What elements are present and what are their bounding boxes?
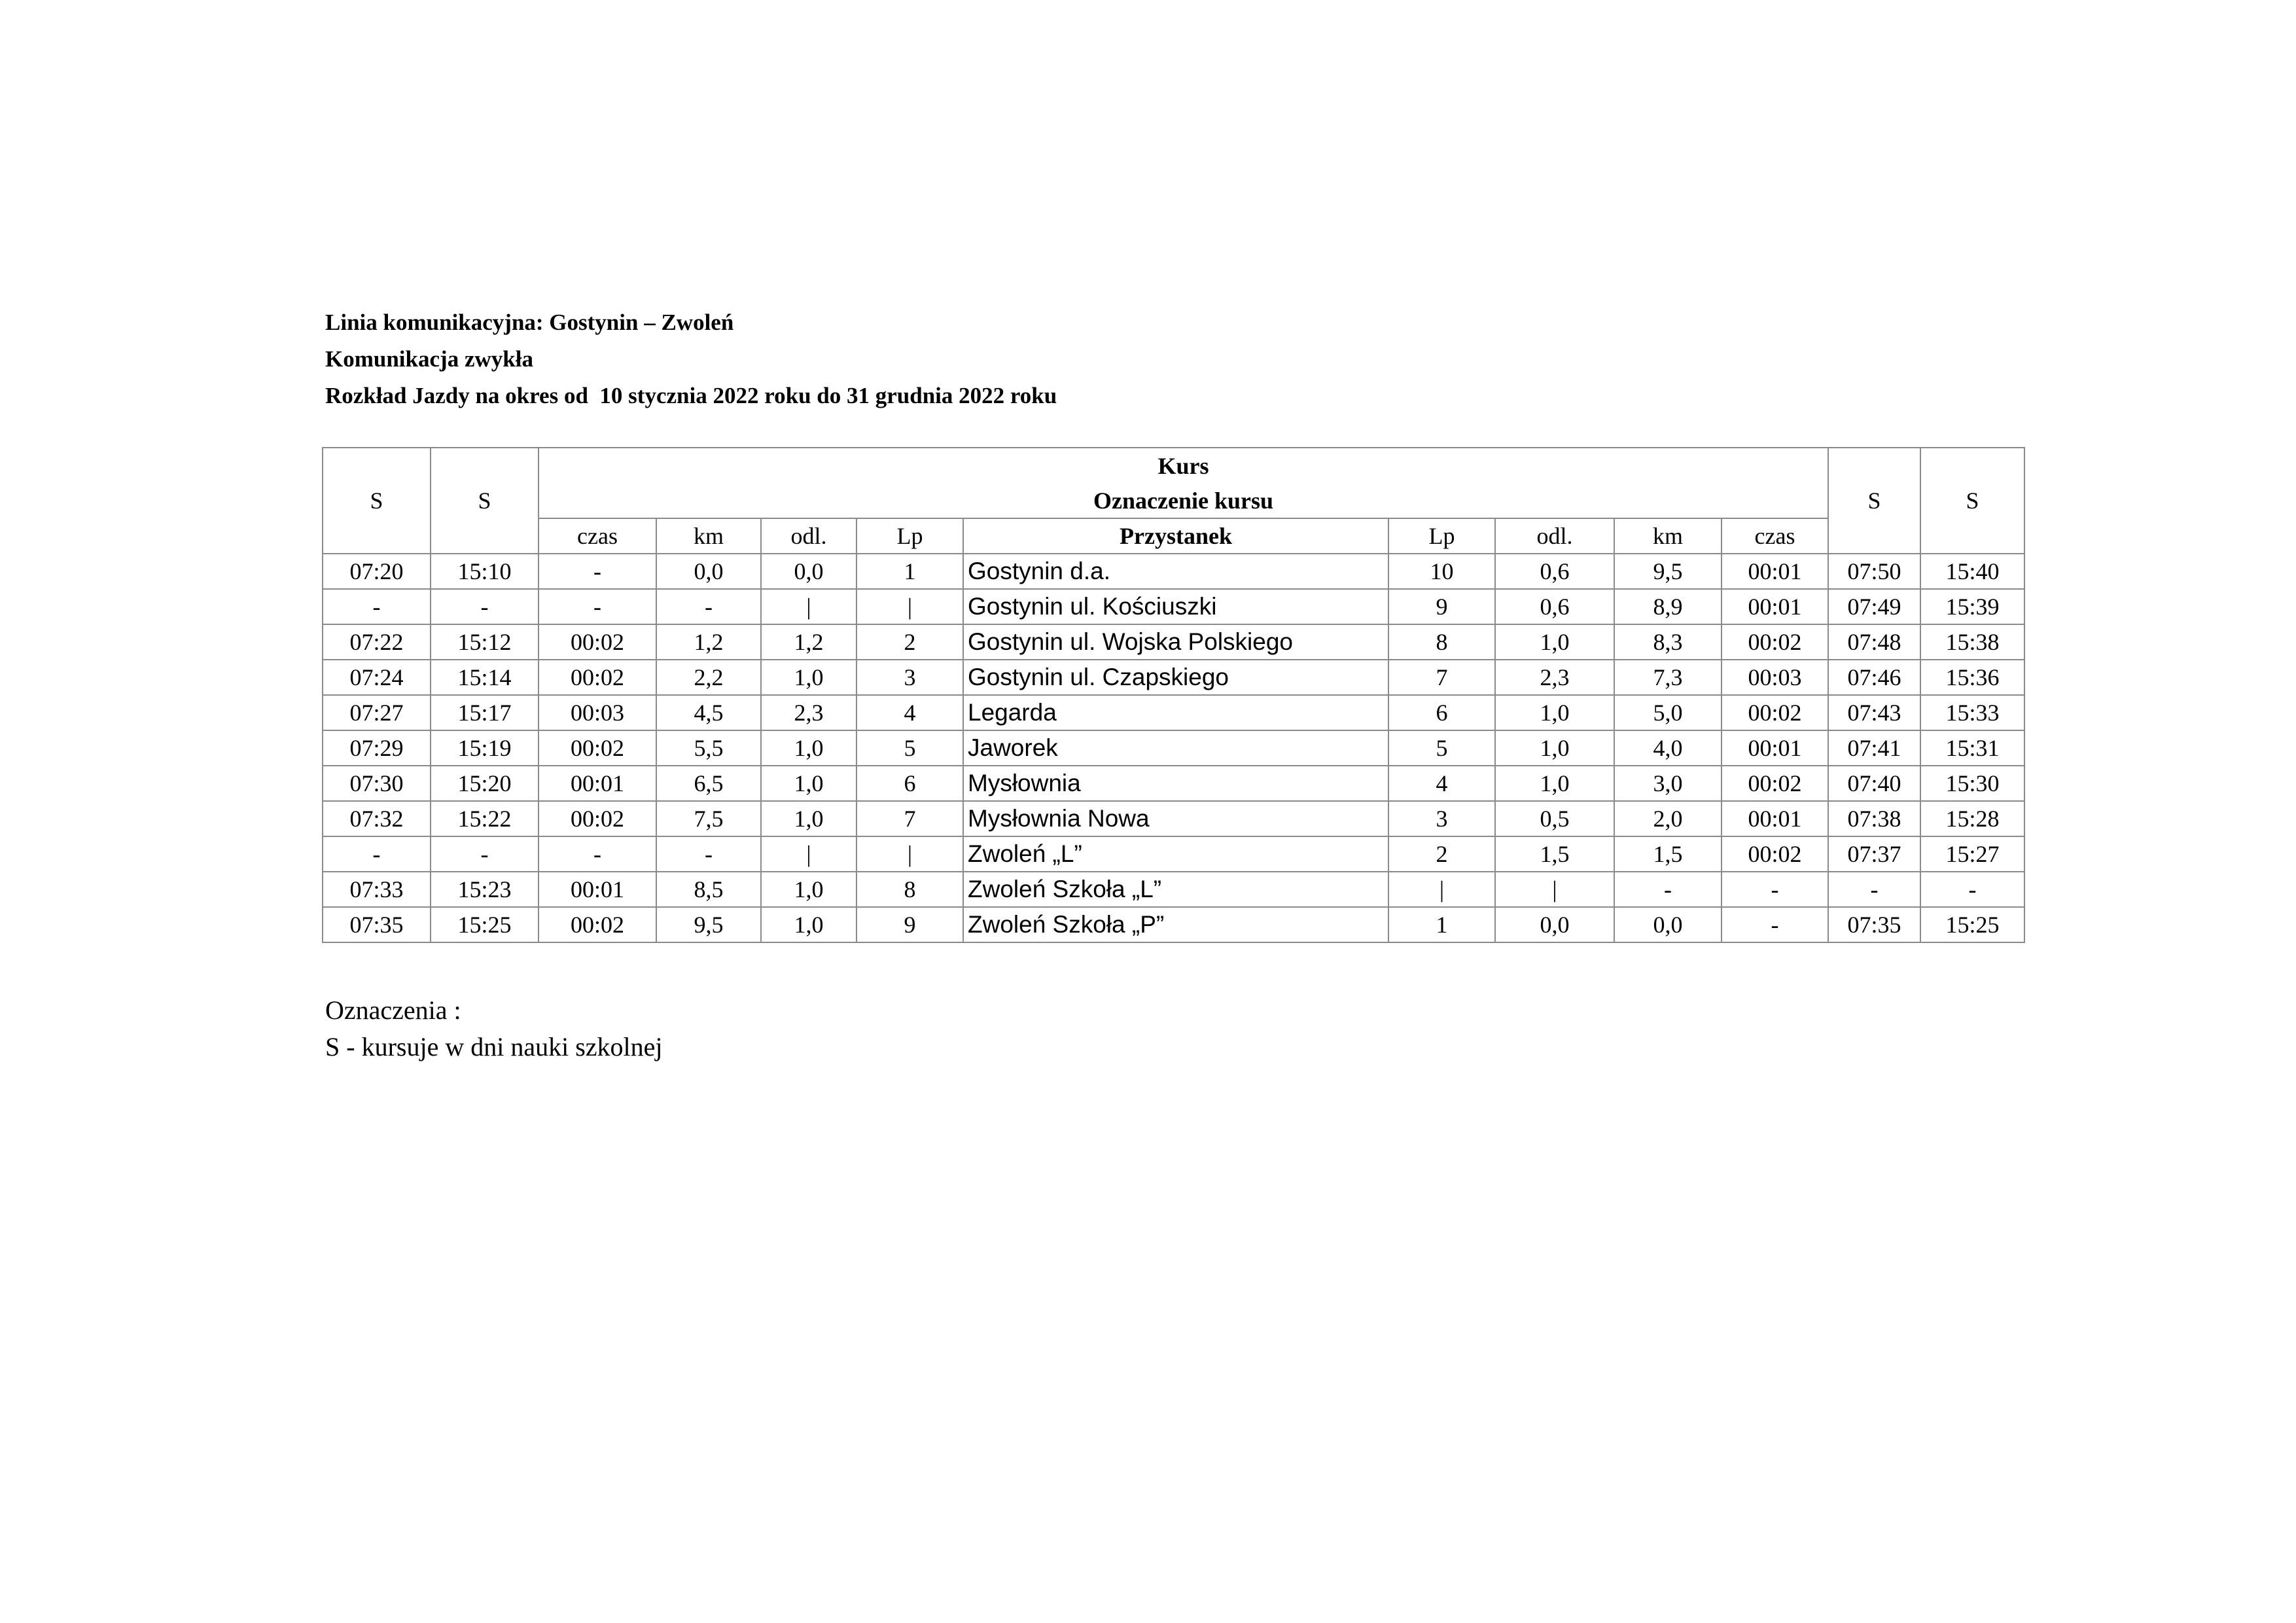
cell-km-out: 7,5 bbox=[656, 801, 761, 836]
cell-czas-out: - bbox=[539, 554, 656, 589]
cell-lp-out: 1 bbox=[857, 554, 963, 589]
cell-arr-s1: 07:35 bbox=[1828, 907, 1920, 942]
col-czas-out: czas bbox=[539, 518, 656, 554]
cell-dep-s1: - bbox=[323, 836, 431, 872]
cell-km-out: - bbox=[656, 589, 761, 624]
table-row bbox=[323, 872, 2024, 907]
col-czas-return: czas bbox=[1722, 518, 1828, 554]
col-odl-out: odl. bbox=[761, 518, 857, 554]
cell-dep-s2: 15:10 bbox=[431, 554, 539, 589]
cell-arr-s2: 15:27 bbox=[1920, 836, 2024, 872]
course-designation-header: Oznaczenie kursu bbox=[539, 483, 1828, 518]
cell-dep-s2: 15:25 bbox=[431, 907, 539, 942]
table-row bbox=[323, 695, 2024, 730]
cell-czas-out: 00:02 bbox=[539, 660, 656, 695]
cell-odl-return: 1,0 bbox=[1495, 624, 1614, 660]
cell-odl-return: 0,6 bbox=[1495, 554, 1614, 589]
cell-arr-s2: 15:36 bbox=[1920, 660, 2024, 695]
cell-odl-return: | bbox=[1495, 872, 1614, 907]
col-odl-return: odl. bbox=[1495, 518, 1614, 554]
cell-lp-return: 4 bbox=[1388, 766, 1495, 801]
right-s-header-1: S bbox=[1828, 448, 1920, 554]
cell-arr-s2: 15:25 bbox=[1920, 907, 2024, 942]
cell-czas-return: 00:02 bbox=[1722, 766, 1828, 801]
cell-czas-return: - bbox=[1722, 907, 1828, 942]
cell-arr-s2: 15:33 bbox=[1920, 695, 2024, 730]
cell-stop-name: Jaworek bbox=[963, 730, 1388, 766]
cell-arr-s1: 07:46 bbox=[1828, 660, 1920, 695]
cell-arr-s2: 15:30 bbox=[1920, 766, 2024, 801]
cell-arr-s2: - bbox=[1920, 872, 2024, 907]
cell-lp-out: | bbox=[857, 836, 963, 872]
cell-odl-out: 1,0 bbox=[761, 872, 857, 907]
cell-czas-return: 00:03 bbox=[1722, 660, 1828, 695]
cell-czas-out: 00:03 bbox=[539, 695, 656, 730]
cell-arr-s1: 07:40 bbox=[1828, 766, 1920, 801]
cell-lp-out: 6 bbox=[857, 766, 963, 801]
col-lp-out: Lp bbox=[857, 518, 963, 554]
cell-dep-s2: 15:22 bbox=[431, 801, 539, 836]
cell-odl-return: 2,3 bbox=[1495, 660, 1614, 695]
cell-odl-out: 1,0 bbox=[761, 801, 857, 836]
col-stop: Przystanek bbox=[963, 518, 1388, 554]
cell-odl-out: 0,0 bbox=[761, 554, 857, 589]
cell-km-return: 8,3 bbox=[1614, 624, 1722, 660]
cell-odl-out: 1,0 bbox=[761, 660, 857, 695]
cell-lp-return: 8 bbox=[1388, 624, 1495, 660]
cell-km-out: 8,5 bbox=[656, 872, 761, 907]
cell-stop-name: Legarda bbox=[963, 695, 1388, 730]
cell-dep-s1: 07:22 bbox=[323, 624, 431, 660]
cell-dep-s2: 15:17 bbox=[431, 695, 539, 730]
cell-dep-s1: 07:20 bbox=[323, 554, 431, 589]
col-km-out: km bbox=[656, 518, 761, 554]
cell-km-out: 6,5 bbox=[656, 766, 761, 801]
cell-czas-out: - bbox=[539, 836, 656, 872]
document-header bbox=[325, 304, 1057, 414]
cell-km-return: 5,0 bbox=[1614, 695, 1722, 730]
cell-arr-s1: 07:48 bbox=[1828, 624, 1920, 660]
cell-arr-s2: 15:28 bbox=[1920, 801, 2024, 836]
cell-arr-s1: 07:43 bbox=[1828, 695, 1920, 730]
cell-km-out: 5,5 bbox=[656, 730, 761, 766]
cell-dep-s2: 15:23 bbox=[431, 872, 539, 907]
cell-lp-out: 9 bbox=[857, 907, 963, 942]
cell-dep-s2: 15:19 bbox=[431, 730, 539, 766]
cell-stop-name: Zwoleń Szkoła „P” bbox=[963, 907, 1388, 942]
cell-arr-s2: 15:40 bbox=[1920, 554, 2024, 589]
cell-odl-return: 1,0 bbox=[1495, 730, 1614, 766]
cell-lp-out: 2 bbox=[857, 624, 963, 660]
table-row bbox=[323, 730, 2024, 766]
cell-czas-out: 00:02 bbox=[539, 907, 656, 942]
cell-dep-s2: 15:12 bbox=[431, 624, 539, 660]
cell-arr-s1: 07:41 bbox=[1828, 730, 1920, 766]
legend-item: S - kursuje w dni nauki szkolnej bbox=[325, 1032, 663, 1061]
table-row bbox=[323, 624, 2024, 660]
col-km-return: km bbox=[1614, 518, 1722, 554]
cell-lp-out: 5 bbox=[857, 730, 963, 766]
cell-lp-out: 8 bbox=[857, 872, 963, 907]
cell-dep-s1: - bbox=[323, 589, 431, 624]
cell-km-return: 1,5 bbox=[1614, 836, 1722, 872]
cell-km-return: 7,3 bbox=[1614, 660, 1722, 695]
cell-km-out: - bbox=[656, 836, 761, 872]
cell-czas-return: 00:01 bbox=[1722, 554, 1828, 589]
cell-odl-out: | bbox=[761, 836, 857, 872]
cell-lp-return: 3 bbox=[1388, 801, 1495, 836]
cell-odl-out: 1,0 bbox=[761, 730, 857, 766]
cell-lp-return: 10 bbox=[1388, 554, 1495, 589]
table-row bbox=[323, 589, 2024, 624]
right-s-header-2: S bbox=[1920, 448, 2024, 554]
cell-arr-s2: 15:38 bbox=[1920, 624, 2024, 660]
cell-lp-return: 9 bbox=[1388, 589, 1495, 624]
cell-lp-return: 7 bbox=[1388, 660, 1495, 695]
cell-stop-name: Mysłownia Nowa bbox=[963, 801, 1388, 836]
cell-dep-s1: 07:30 bbox=[323, 766, 431, 801]
cell-km-out: 2,2 bbox=[656, 660, 761, 695]
cell-odl-return: 1,5 bbox=[1495, 836, 1614, 872]
cell-stop-name: Gostynin ul. Kościuszki bbox=[963, 589, 1388, 624]
cell-dep-s1: 07:33 bbox=[323, 872, 431, 907]
cell-lp-return: 6 bbox=[1388, 695, 1495, 730]
cell-arr-s2: 15:31 bbox=[1920, 730, 2024, 766]
cell-arr-s1: 07:50 bbox=[1828, 554, 1920, 589]
timetable bbox=[322, 447, 2025, 943]
kurs-header: Kurs bbox=[539, 448, 1828, 483]
line-title: Linia komunikacyjna: Gostynin – Zwoleń bbox=[325, 310, 734, 335]
cell-czas-return: - bbox=[1722, 872, 1828, 907]
cell-dep-s2: 15:14 bbox=[431, 660, 539, 695]
cell-km-out: 9,5 bbox=[656, 907, 761, 942]
cell-km-return: 4,0 bbox=[1614, 730, 1722, 766]
cell-odl-return: 0,0 bbox=[1495, 907, 1614, 942]
cell-km-out: 4,5 bbox=[656, 695, 761, 730]
cell-odl-out: | bbox=[761, 589, 857, 624]
cell-km-return: 2,0 bbox=[1614, 801, 1722, 836]
cell-km-return: 0,0 bbox=[1614, 907, 1722, 942]
cell-odl-out: 1,0 bbox=[761, 766, 857, 801]
cell-km-out: 1,2 bbox=[656, 624, 761, 660]
cell-lp-return: | bbox=[1388, 872, 1495, 907]
cell-dep-s1: 07:24 bbox=[323, 660, 431, 695]
cell-czas-return: 00:02 bbox=[1722, 624, 1828, 660]
cell-stop-name: Gostynin d.a. bbox=[963, 554, 1388, 589]
cell-arr-s1: 07:37 bbox=[1828, 836, 1920, 872]
cell-lp-return: 2 bbox=[1388, 836, 1495, 872]
cell-czas-return: 00:01 bbox=[1722, 730, 1828, 766]
cell-odl-return: 0,6 bbox=[1495, 589, 1614, 624]
cell-lp-out: | bbox=[857, 589, 963, 624]
cell-lp-out: 3 bbox=[857, 660, 963, 695]
cell-dep-s2: - bbox=[431, 589, 539, 624]
col-lp-return: Lp bbox=[1388, 518, 1495, 554]
legend bbox=[325, 992, 663, 1065]
cell-czas-return: 00:02 bbox=[1722, 836, 1828, 872]
cell-dep-s1: 07:32 bbox=[323, 801, 431, 836]
service-type: Komunikacja zwykła bbox=[325, 346, 533, 372]
cell-odl-return: 1,0 bbox=[1495, 695, 1614, 730]
left-s-header-2: S bbox=[431, 448, 539, 554]
table-row bbox=[323, 907, 2024, 942]
cell-czas-return: 00:02 bbox=[1722, 695, 1828, 730]
cell-odl-out: 1,0 bbox=[761, 907, 857, 942]
cell-odl-return: 1,0 bbox=[1495, 766, 1614, 801]
left-s-header-1: S bbox=[323, 448, 431, 554]
cell-stop-name: Gostynin ul. Wojska Polskiego bbox=[963, 624, 1388, 660]
cell-dep-s1: 07:27 bbox=[323, 695, 431, 730]
cell-km-out: 0,0 bbox=[656, 554, 761, 589]
cell-czas-out: - bbox=[539, 589, 656, 624]
cell-lp-return: 1 bbox=[1388, 907, 1495, 942]
cell-arr-s1: 07:38 bbox=[1828, 801, 1920, 836]
cell-czas-out: 00:02 bbox=[539, 730, 656, 766]
timetable-body bbox=[323, 554, 2024, 942]
cell-dep-s2: 15:20 bbox=[431, 766, 539, 801]
cell-odl-out: 2,3 bbox=[761, 695, 857, 730]
cell-lp-out: 4 bbox=[857, 695, 963, 730]
cell-czas-out: 00:02 bbox=[539, 801, 656, 836]
cell-czas-return: 00:01 bbox=[1722, 589, 1828, 624]
cell-dep-s1: 07:35 bbox=[323, 907, 431, 942]
cell-czas-out: 00:02 bbox=[539, 624, 656, 660]
cell-km-return: 9,5 bbox=[1614, 554, 1722, 589]
cell-dep-s2: - bbox=[431, 836, 539, 872]
table-row bbox=[323, 766, 2024, 801]
cell-odl-return: 0,5 bbox=[1495, 801, 1614, 836]
cell-dep-s1: 07:29 bbox=[323, 730, 431, 766]
cell-km-return: - bbox=[1614, 872, 1722, 907]
cell-odl-out: 1,2 bbox=[761, 624, 857, 660]
cell-stop-name: Zwoleń „L” bbox=[963, 836, 1388, 872]
cell-czas-out: 00:01 bbox=[539, 766, 656, 801]
cell-czas-return: 00:01 bbox=[1722, 801, 1828, 836]
table-row bbox=[323, 836, 2024, 872]
cell-km-return: 3,0 bbox=[1614, 766, 1722, 801]
legend-title: Oznaczenia : bbox=[325, 995, 461, 1025]
cell-stop-name: Mysłownia bbox=[963, 766, 1388, 801]
cell-stop-name: Zwoleń Szkoła „L” bbox=[963, 872, 1388, 907]
validity-period: Rozkład Jazdy na okres od 10 stycznia 2022 roku do 31 grudnia 2022 roku bbox=[325, 383, 1057, 408]
cell-lp-return: 5 bbox=[1388, 730, 1495, 766]
table-row bbox=[323, 660, 2024, 695]
table-row bbox=[323, 554, 2024, 589]
cell-stop-name: Gostynin ul. Czapskiego bbox=[963, 660, 1388, 695]
cell-arr-s1: - bbox=[1828, 872, 1920, 907]
cell-arr-s1: 07:49 bbox=[1828, 589, 1920, 624]
cell-czas-out: 00:01 bbox=[539, 872, 656, 907]
table-row bbox=[323, 801, 2024, 836]
cell-lp-out: 7 bbox=[857, 801, 963, 836]
cell-km-return: 8,9 bbox=[1614, 589, 1722, 624]
cell-arr-s2: 15:39 bbox=[1920, 589, 2024, 624]
